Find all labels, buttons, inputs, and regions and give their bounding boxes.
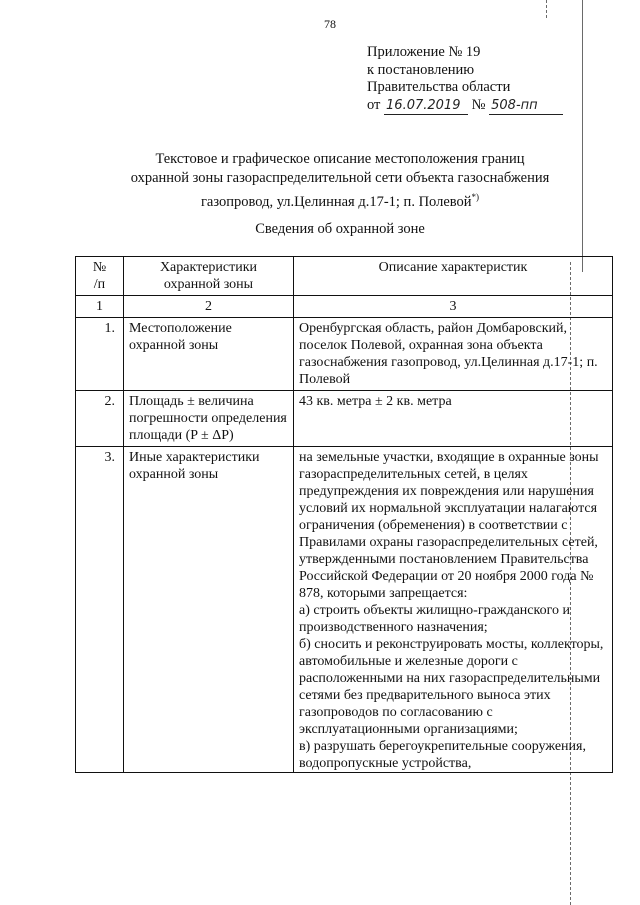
title-line-text: газопровод, ул.Целинная д.17-1; п. Полевой [200,193,472,210]
table-row [76,391,613,447]
table-row [76,447,613,773]
restriction-item-c: в) разрушать берегоукрепительные сооружения, водопропускные устройства, [299,739,586,771]
appendix-resolution: к постановлению [367,61,475,78]
header-num-line: /п [93,277,106,292]
row-number: 2. [76,391,124,447]
row-description [294,447,613,773]
title-line: Текстовое и графическое описание местоположения границ [155,151,525,167]
page-number: 78 [324,17,336,31]
document-title [100,150,580,212]
section-heading: Сведения об охранной зоне [255,221,425,237]
index-cell: 3 [294,296,613,318]
protection-zone-table [75,256,613,773]
appendix-block [367,44,563,115]
row-description: 43 кв. метра ± 2 кв. метра [294,391,613,447]
restrictions-intro: на земельные участки, входящие в охранные зоны газораспределительных сетей, в целях предупреждения их повреждения или нарушения условий их нормальной эксплуатации налагаются ограничения (обременения) в соответствии с Правилами охраны газораспределительных сетей, утвержденными постановлением Правительства Российской Федерации от 20 ноября 2000 года № 878, которыми запрещается: [299,450,599,601]
row-characteristic: Местоположение охранной зоны [124,318,294,391]
table-row [76,318,613,391]
footnote-mark: *) [471,192,480,202]
appendix-date-line [367,97,563,116]
scan-edge-line [546,0,547,18]
from-label: от [367,96,381,113]
row-number: 3. [76,447,124,773]
index-cell: 1 [76,296,124,318]
header-description: Описание характеристик [294,257,613,296]
restriction-item-a: а) строить объекты жилищно-гражданского и производственного назначения; [299,603,570,635]
row-characteristic: Площадь ± величина погрешности определения площади (P ± ΔP) [124,391,294,447]
header-char-line: охранной зоны [163,277,254,292]
handwritten-date: 16.07.2019 [384,97,468,116]
number-label: № [471,96,486,113]
appendix-government: Правительства области [367,79,511,95]
restriction-item-b: б) сносить и реконструировать мосты, коллекторы, автомобильные и железные дороги с расположенными на них газораспределительными сетями без предварительного выноса этих газопроводов по согласованию с эксплуатационными организациями; [299,637,604,737]
header-num [76,257,124,296]
row-description: Оренбургская область, район Домбаровский, поселок Полевой, охранная зона объекта газоснабжения газопровод, ул.Целинная д.17-1; п. Полевой [294,318,613,391]
title-line [100,188,580,212]
header-char-line: Характеристики [159,260,258,275]
index-cell: 2 [124,296,294,318]
row-characteristic: Иные характеристики охранной зоны [124,447,294,773]
table-index-row [76,296,613,318]
table-header-row [76,257,613,296]
handwritten-number: 508-пп [489,97,563,116]
title-line: охранной зоны газораспределительной сети объекта газоснабжения [130,170,550,186]
appendix-number: Приложение № 19 [367,44,481,60]
header-characteristic [124,257,294,296]
row-number: 1. [76,318,124,391]
header-num-line: № [92,260,107,275]
scan-edge-line [582,0,583,272]
